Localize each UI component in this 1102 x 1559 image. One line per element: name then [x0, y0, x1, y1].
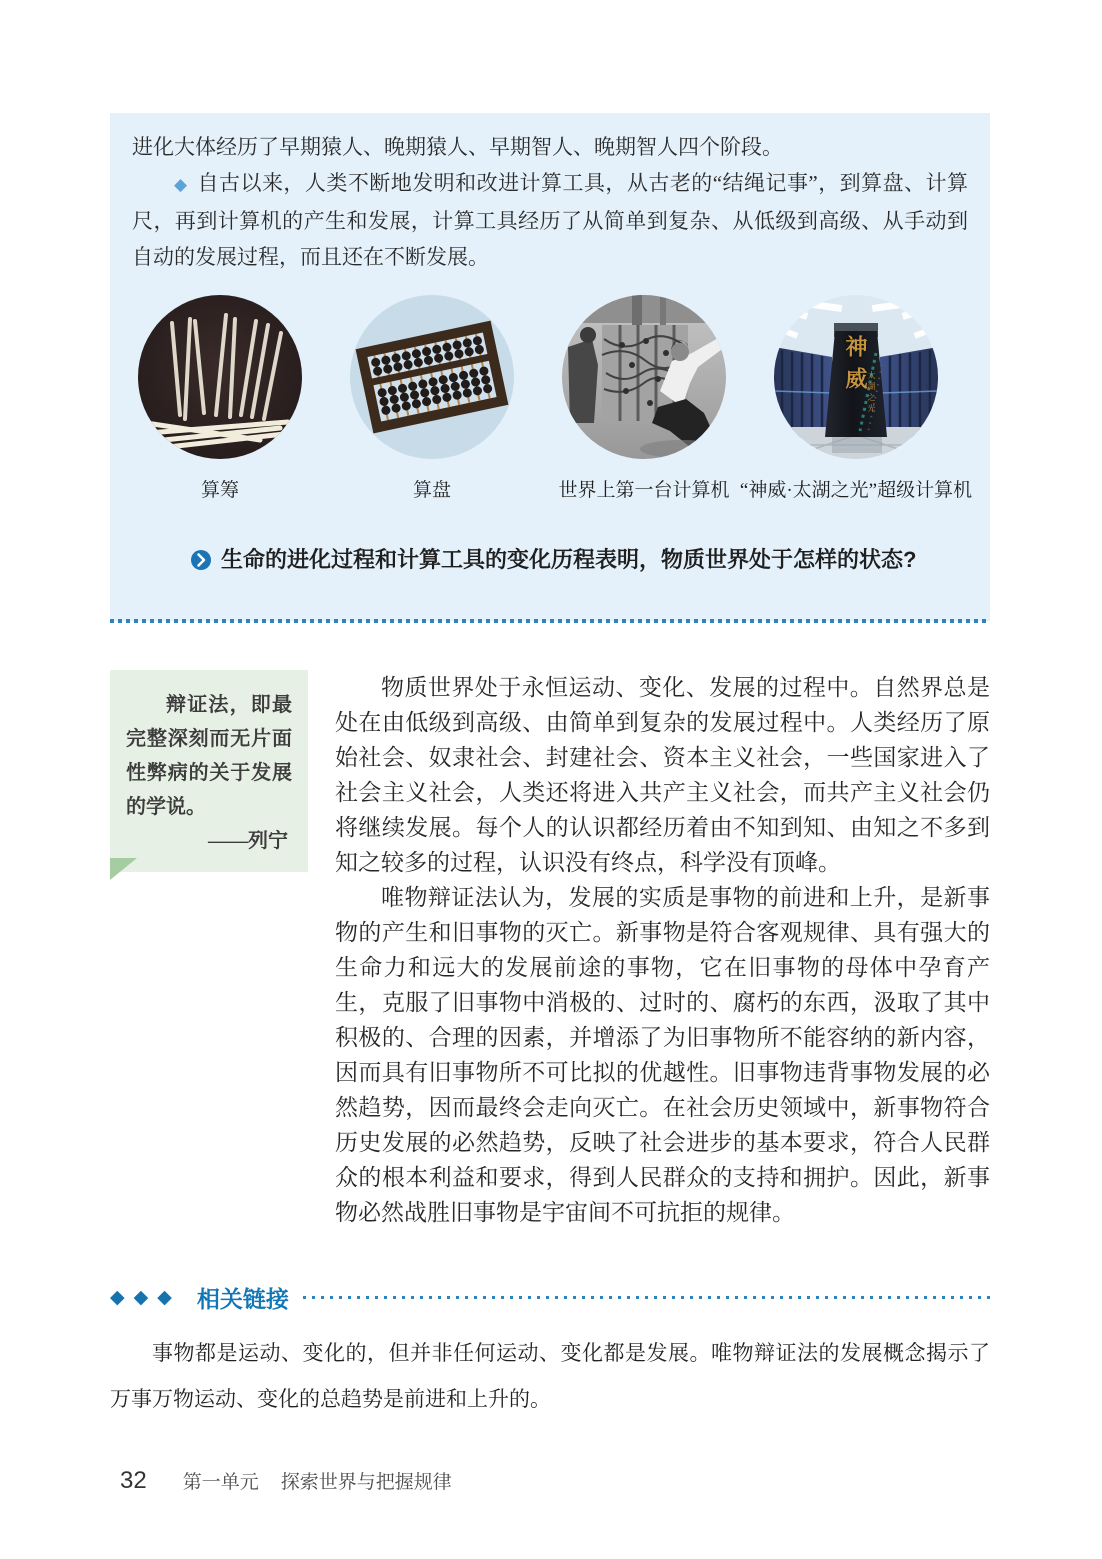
counting-rods-image — [138, 295, 302, 459]
photo-first-computer — [558, 295, 730, 502]
tools-paragraph — [132, 165, 968, 275]
photo-row — [132, 295, 973, 502]
sunway-tower-sublabel: 太湖之光 — [867, 371, 876, 415]
dotted-separator — [110, 619, 990, 623]
related-links-text: 事物都是运动、变化的，但并非任何运动、变化都是发展。唯物辩证法的发展概念揭示了万事万物运动、变化的总趋势是前进和上升的。 — [110, 1341, 990, 1411]
sunway-image — [774, 295, 938, 459]
caption-first-computer: 世界上第一台计算机 — [558, 480, 730, 501]
folded-corner-decoration — [110, 858, 137, 880]
related-links-header — [110, 1281, 990, 1314]
quote-attribution: ——列宁 — [208, 830, 288, 852]
footer-unit: 第一单元 — [182, 1472, 259, 1493]
photo-abacus — [350, 295, 514, 502]
question-row — [132, 546, 968, 574]
first-computer-illustration — [562, 295, 726, 459]
explore-activity-box — [110, 113, 990, 621]
dotted-leader — [303, 1296, 990, 1299]
footer-unit-title: 探索世界与把握规律 — [280, 1472, 452, 1493]
main-text-column — [335, 670, 990, 1230]
counting-rods-illustration — [138, 295, 302, 459]
caption-counting-rods: 算筹 — [200, 480, 239, 501]
abacus-image — [350, 295, 514, 459]
page-footer — [120, 1467, 452, 1495]
triple-diamond-icon: ◆◆◆ — [110, 1286, 181, 1308]
sunway-tower-label: 神威 — [843, 335, 868, 399]
page-number: 32 — [120, 1467, 147, 1494]
related-links-title: 相关链接 — [196, 1286, 289, 1312]
caption-sunway: “神威·太湖之光”超级计算机 — [739, 480, 973, 501]
question-arrow-icon — [190, 549, 212, 571]
abacus-illustration — [350, 295, 514, 459]
body-paragraph-2: 唯物辩证法认为，发展的实质是事物的前进和上升，是新事物的产生和旧事物的灭亡。新事物是符合客观规律、具有强大的生命力和远大的发展前途的事物，它在旧事物的母体中孕育产生，克服了旧事物中消极的、过时的、腐朽的东西，汲取了其中积极的、合理的因素，并增添了为旧事物所不能容纳的新内容，因而具有旧事物所不可比拟的优越性。旧事物违背事物发展的必然趋势，因而最终会走向灭亡。在社会历史领域中，新事物符合历史发展的必然趋势，反映了社会进步的基本要求，符合人民群众的根本利益和要求，得到人民群众的支持和拥护。因此，新事物必然战胜旧事物是宇宙间不可抗拒的规律。 — [335, 885, 990, 1225]
related-links-section — [110, 1281, 990, 1422]
caption-abacus: 算盘 — [412, 480, 451, 501]
diamond-bullet-icon: ◆ — [174, 175, 188, 195]
question-text: 生命的进化过程和计算工具的变化历程表明，物质世界处于怎样的状态? — [221, 547, 917, 572]
body-paragraph-1: 物质世界处于永恒运动、变化、发展的过程中。自然界总是处在由低级到高级、由简单到复杂的发展过程中。人类经历了原始社会、奴隶社会、封建社会、资本主义社会，一些国家进入了社会主义社会，人类还将进入共产主义社会，而共产主义社会仍将继续发展。每个人的认识都经历着由不知到知、由知之不多到知之较多的过程，认识没有终点，科学没有顶峰。 — [335, 675, 990, 875]
photo-counting-rods — [138, 295, 302, 502]
content-row — [110, 670, 990, 1230]
tools-paragraph-text: 自古以来，人类不断地发明和改进计算工具，从古老的“结绳记事”，到算盘、计算尺，再到计算机的产生和发展，计算工具经历了从简单到复杂、从低级到高级、从手动到自动的发展过程，而且还在不断发展。 — [132, 171, 968, 269]
photo-sunway-supercomputer — [739, 295, 973, 502]
quote-text: 辩证法，即最完整深刻而无片面性弊病的关于发展的学说。 — [126, 694, 292, 818]
intro-line: 进化大体经历了早期猿人、晚期猿人、早期智人、晚期智人四个阶段。 — [132, 135, 783, 159]
lenin-quote-box — [110, 670, 308, 872]
first-computer-image — [562, 295, 726, 459]
